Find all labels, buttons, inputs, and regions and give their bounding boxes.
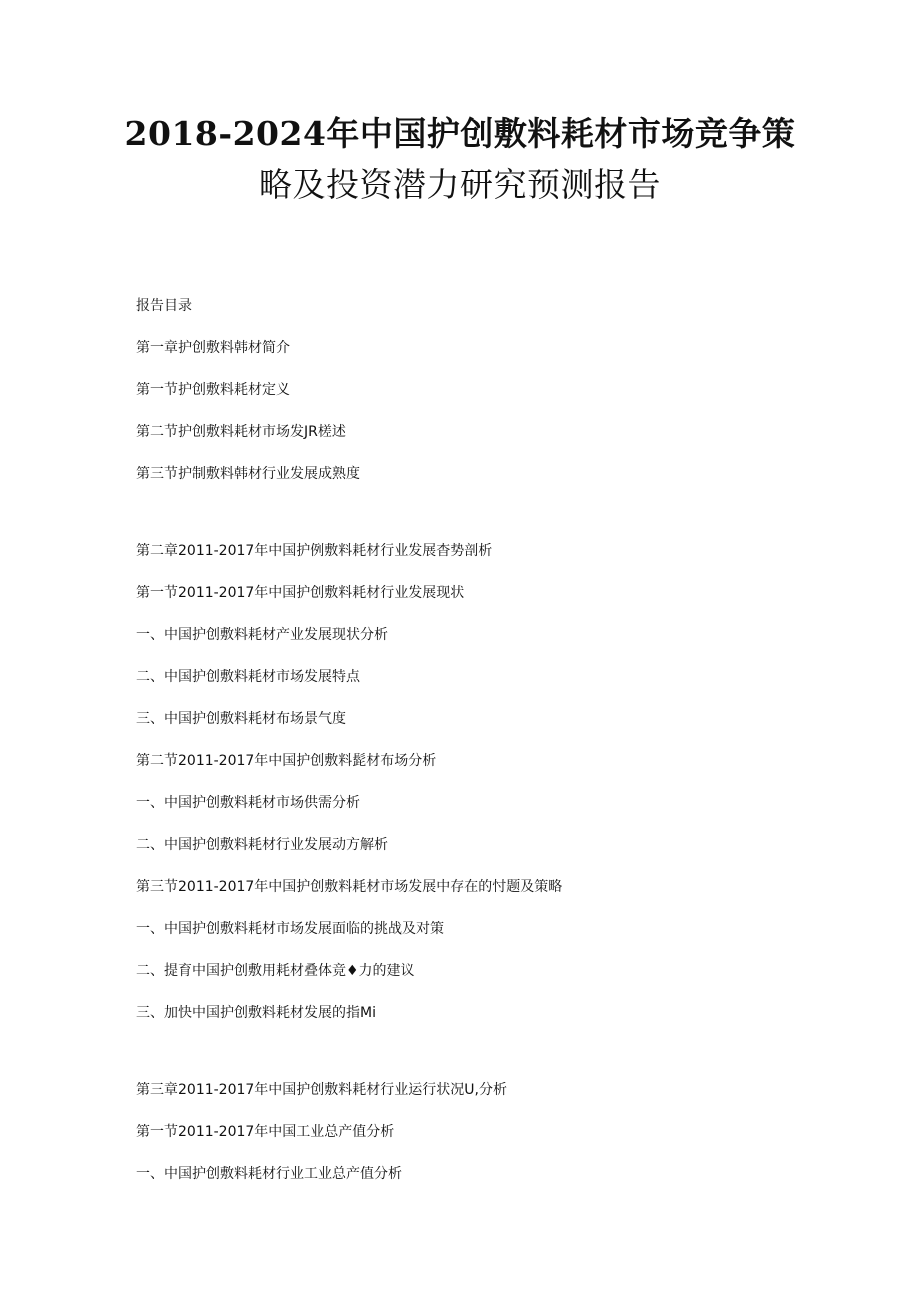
toc-section: 第一节2011-2017年中国护创敷料耗材行业发展现状 <box>136 585 465 601</box>
toc-item: 二、中国护创敷料耗材市场发展特点 <box>136 669 360 685</box>
toc-section: 第三节2011-2017年中国护创敷料耗材市场发展中存在的忖题及策略 <box>136 879 563 895</box>
toc-chapter: 第二章2011-2017年中国护例敷料耗材行业发展杳势剖析 <box>136 543 493 559</box>
toc-item: 一、中国护创敷料耗材市场发展面临的挑战及对策 <box>136 921 444 937</box>
toc-section: 第一节2011-2017年中国工业总产值分析 <box>136 1124 395 1140</box>
toc-section: 第二节护创敷料耗材市场发JR槎述 <box>136 424 346 440</box>
toc-section: 第一节护创敷料耗材定义 <box>136 382 290 398</box>
toc-item: 一、中国护创敷料耗材市场供需分析 <box>136 795 360 811</box>
toc-item: 二、中国护创敷料耗材行业发展动方解析 <box>136 837 388 853</box>
toc-section: 第二节2011-2017年中国护创敷料髭材布场分析 <box>136 753 437 769</box>
toc-item: 三、加快中国护创敷料耗材发展的指Mi <box>136 1005 376 1021</box>
toc-chapter: 第一章护创敷料韩材简介 <box>136 340 290 356</box>
toc-section: 第三节护制敷料韩材行业发展成熟度 <box>136 466 360 482</box>
toc-item: 一、中国护创敷料耗材产业发展现状分析 <box>136 627 388 643</box>
toc-chapter: 第三章2011-2017年中国护创敷料耗材行业运行状况U,分析 <box>136 1082 508 1098</box>
toc-item: 一、中国护创敷料耗材行业工业总产值分析 <box>136 1166 402 1182</box>
report-title-line-2: 略及投资潜力研究预测报告 <box>259 165 661 204</box>
toc-item: 三、中国护创敷料耗材布场景气度 <box>136 711 346 727</box>
toc-heading: 报告目录 <box>136 298 192 314</box>
toc-item: 二、提育中国护创敷用耗材叠体竞♦力的建议 <box>136 963 415 979</box>
report-title-line-1: 2018-2024年中国护创敷料耗材市场竞争策 <box>124 114 796 153</box>
